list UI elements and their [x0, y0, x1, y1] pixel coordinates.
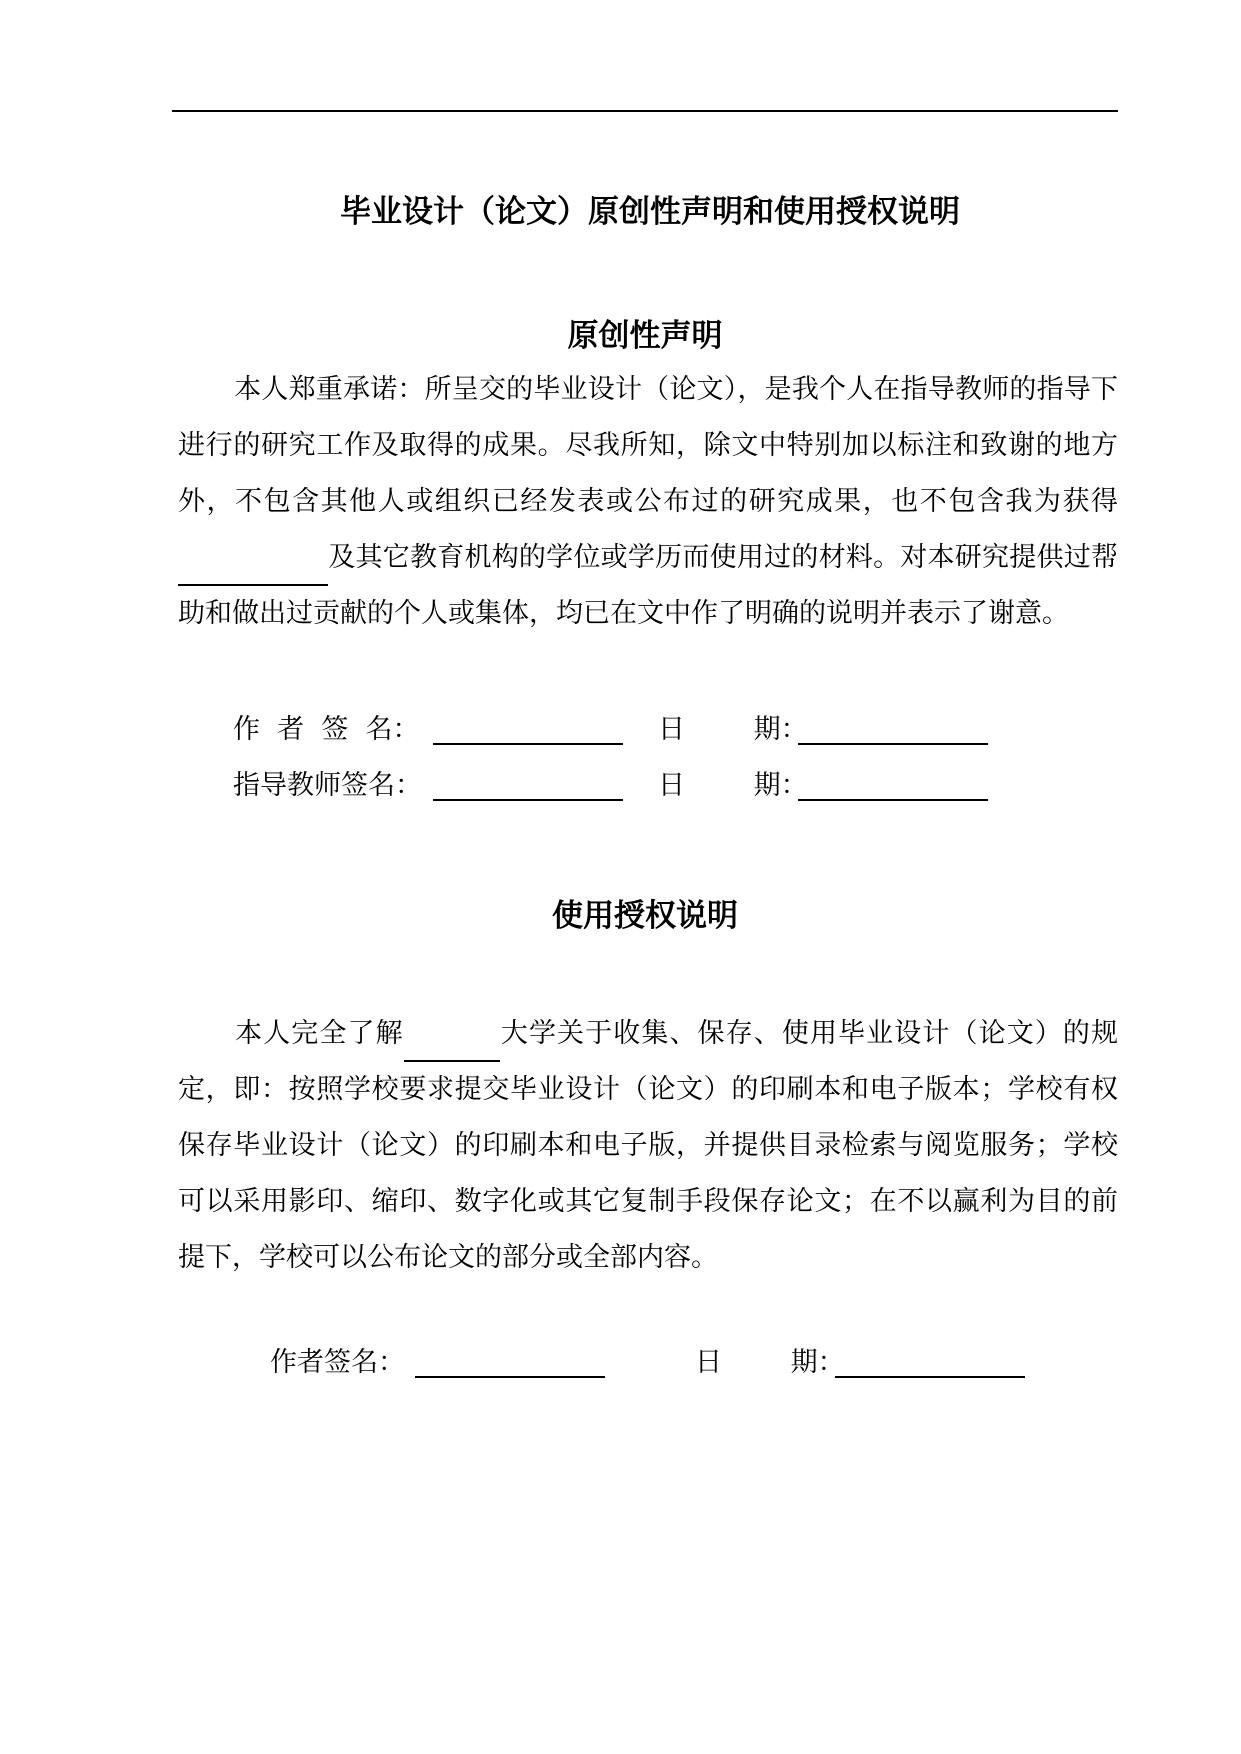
- auth-author-signature-row: [270, 1343, 1070, 1383]
- degree-institution-blank[interactable]: [178, 554, 328, 586]
- originality-text-part1: 本人郑重承诺：所呈交的毕业设计（论文），是我个人在指导教师的指导下进行的研究工作及取得的成果。尽我所知，除文中特别加以标注和致谢的地方外，不包含其他人或组织已经发表或公布过的研究成果，也不包含我为获得: [178, 374, 1118, 517]
- authorization-heading: 使用授权说明: [552, 898, 738, 934]
- author-date-label: 日 期：: [658, 714, 808, 745]
- authorization-text-part1: 本人完全了解: [234, 1018, 404, 1049]
- originality-text-part2: 及其它教育机构的学位或学历而使用过的材料。对本研究提供过帮助和做出过贡献的个人或集体，均已在文中作了明确的说明并表示了谢意。: [178, 542, 1118, 629]
- author-signature-label: 作 者 签 名：: [233, 714, 420, 745]
- auth-author-signature-label: 作者签名：: [270, 1347, 405, 1378]
- author-signature-row: [233, 710, 1033, 750]
- auth-date-label: 日 期：: [695, 1347, 845, 1378]
- originality-heading: 原创性声明: [567, 318, 723, 354]
- author-date-line[interactable]: [798, 743, 988, 745]
- author-signature-line[interactable]: [433, 743, 623, 745]
- advisor-signature-line[interactable]: [433, 799, 623, 801]
- advisor-signature-row: [233, 766, 1033, 806]
- document-title: 毕业设计（论文）原创性声明和使用授权说明: [340, 194, 960, 230]
- auth-date-line[interactable]: [835, 1376, 1025, 1378]
- advisor-date-line[interactable]: [798, 799, 988, 801]
- advisor-signature-label: 指导教师签名：: [233, 770, 422, 801]
- advisor-date-label: 日 期：: [658, 770, 808, 801]
- university-name-blank[interactable]: [404, 1030, 500, 1062]
- auth-author-signature-line[interactable]: [415, 1376, 605, 1378]
- originality-statement: [178, 362, 1118, 642]
- authorization-statement: [178, 1006, 1118, 1286]
- header-rule: [172, 110, 1118, 112]
- authorization-text-part2: 大学关于收集、保存、使用毕业设计（论文）的规定，即：按照学校要求提交毕业设计（论文）的印刷本和电子版本；学校有权保存毕业设计（论文）的印刷本和电子版，并提供目录检索与阅览服务；学校可以采用影印、缩印、数字化或其它复制手段保存论文；在不以赢利为目的前提下，学校可以公布论文的部分或全部内容。: [178, 1018, 1119, 1273]
